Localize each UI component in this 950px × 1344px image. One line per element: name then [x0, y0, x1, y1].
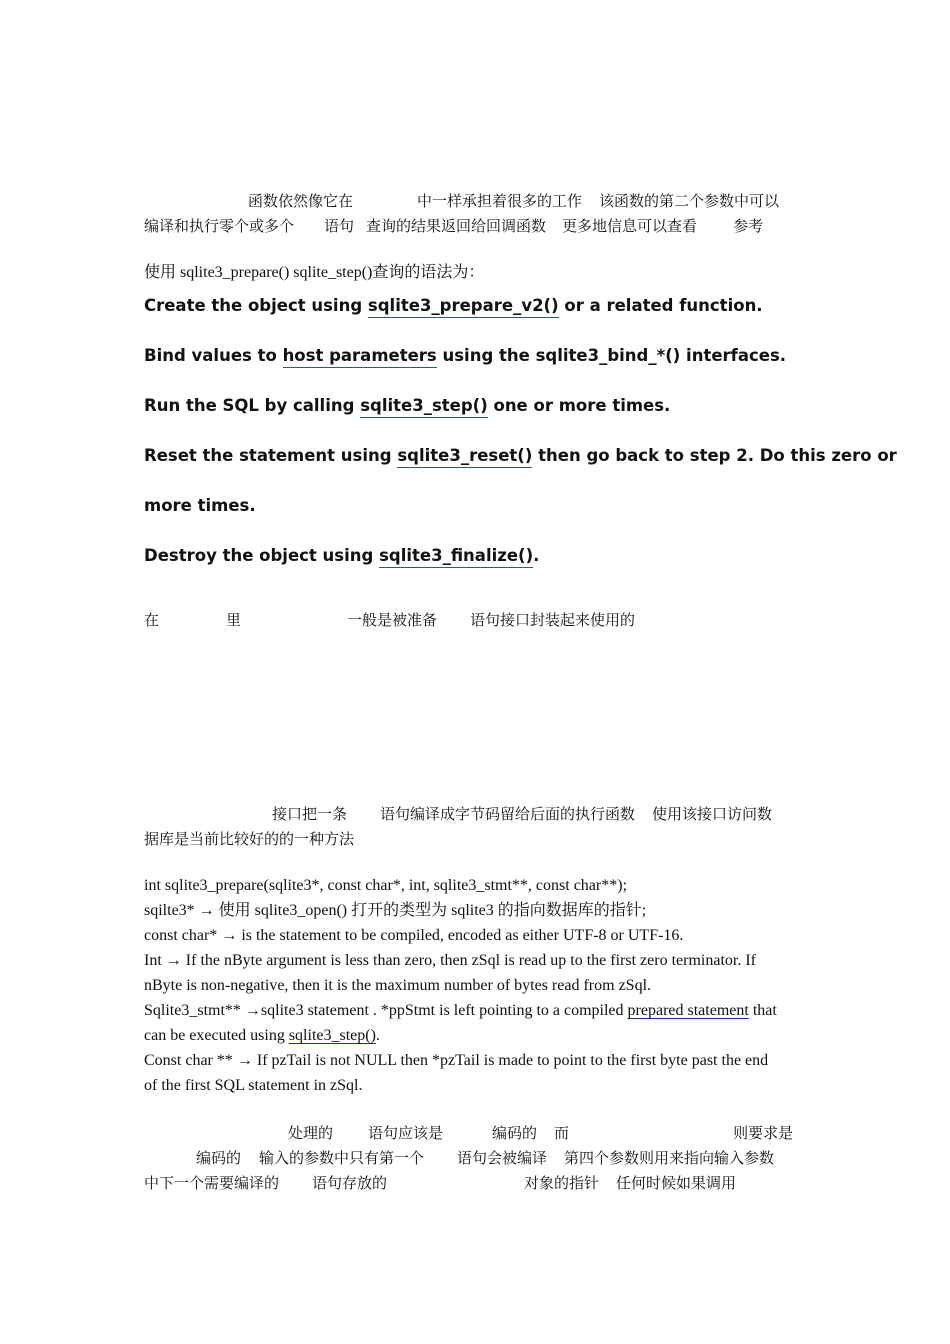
param-name: Sqlite3_stmt**: [144, 1002, 241, 1019]
step-reset-cont: [144, 495, 256, 517]
link-prepared-statement[interactable]: prepared statement: [627, 1002, 749, 1019]
para4-seg: 对象的指针: [524, 1174, 600, 1192]
step-text: Create the object using: [144, 296, 368, 315]
param-sqlite3: [144, 901, 646, 921]
param-desc: can be executed using: [144, 1027, 289, 1044]
para1-line2: [144, 216, 763, 236]
param-int-cont: nByte is non-negative, then it is the maximum number of bytes read from zSql.: [144, 977, 652, 994]
link-sqlite3-finalize[interactable]: sqlite3_finalize(): [379, 546, 533, 568]
para2: [144, 610, 635, 630]
para4-seg: 任何时候如果调用: [616, 1174, 737, 1192]
arrow-right-icon: →: [221, 927, 238, 944]
step-text: Bind values to: [144, 346, 283, 365]
para1-seg: 该函数的第二个参数中可以: [599, 192, 780, 210]
param-name: const char*: [144, 927, 218, 944]
step-text: one or more times.: [487, 396, 671, 415]
para3-line1: [272, 804, 772, 824]
param-name: Const char **: [144, 1052, 233, 1069]
param-tail: [144, 1051, 768, 1071]
param-desc: If pzTail is not NULL then *pzTail is made to point to the first byte past the end: [256, 1052, 769, 1069]
para4-line3: [144, 1173, 736, 1193]
step-destroy: [144, 545, 539, 567]
param-stmt: [144, 1001, 777, 1021]
para3-line2: 据库是当前比较好的的一种方法: [144, 830, 355, 848]
link-host-parameters[interactable]: host parameters: [283, 346, 437, 368]
para1-seg: 更多地信息可以查看: [562, 217, 698, 235]
param-stmt-cont: [144, 1026, 380, 1046]
usage-intro: 使用 sqlite3_prepare() sqlite_step()查询的语法为：: [144, 264, 485, 281]
link-sqlite3-step-ref[interactable]: sqlite3_step(): [288, 1027, 376, 1044]
step-bind: [144, 345, 786, 367]
para3-seg: 使用该接口访问数: [652, 805, 773, 823]
param-desc: 使用 sqlite3_open() 打开的类型为 sqlite3 的指向数据库的指针;: [218, 902, 647, 919]
step-text: Reset the statement using: [144, 446, 398, 465]
link-sqlite3-reset[interactable]: sqlite3_reset(): [397, 446, 532, 468]
param-tail-cont: of the first SQL statement in zSql.: [144, 1077, 363, 1094]
param-desc: sqlite3 statement . *ppStmt is left pointing to a compiled: [260, 1002, 628, 1019]
para4-line2: [196, 1148, 774, 1168]
param-desc: If the nByte argument is less than zero, then zSql is read up to the first zero terminator. If: [185, 952, 756, 969]
arrow-right-icon: →: [165, 952, 182, 969]
step-text: then go back to step 2. Do this zero or: [532, 446, 897, 465]
param-desc: is the statement to be compiled, encoded as either UTF-8 or UTF-16.: [241, 927, 684, 944]
param-name: sqilte3*: [144, 902, 195, 919]
step-text: .: [533, 546, 540, 565]
para2-seg: 在: [144, 611, 160, 629]
para4-seg: 第四个参数则用来指向输入参数: [564, 1149, 775, 1167]
arrow-right-icon: →: [244, 1002, 261, 1019]
link-sqlite3-step[interactable]: sqlite3_step(): [360, 396, 488, 418]
step-create: [144, 295, 763, 317]
para2-seg: 语句接口封装起来使用的: [470, 611, 636, 629]
step-text: using the sqlite3_bind_*() interfaces.: [436, 346, 787, 365]
para2-seg: 里: [226, 611, 242, 629]
link-sqlite3-prepare-v2[interactable]: sqlite3_prepare_v2(): [368, 296, 559, 318]
para1-seg: 语句: [324, 217, 355, 235]
step-text: or a related function.: [558, 296, 763, 315]
arrow-right-icon: →: [236, 1052, 253, 1069]
para4-seg: 中下一个需要编译的: [144, 1174, 280, 1192]
para4-seg: 输入的参数中只有第一个: [259, 1149, 425, 1167]
para4-line1: [288, 1123, 793, 1143]
para3-seg: 接口把一条: [272, 805, 348, 823]
para1-line1: [248, 191, 779, 211]
para4-seg: 编码的: [196, 1149, 242, 1167]
param-desc: that: [748, 1002, 777, 1019]
para4-seg: 编码的: [492, 1124, 538, 1142]
step-run: [144, 395, 670, 417]
param-name: Int: [144, 952, 162, 969]
step-text: Destroy the object using: [144, 546, 380, 565]
para3-seg: 语句编译成字节码留给后面的执行函数: [380, 805, 636, 823]
param-desc: .: [375, 1027, 380, 1044]
arrow-right-icon: →: [198, 902, 215, 919]
para1-seg: 参考: [733, 217, 764, 235]
para4-seg: 而: [554, 1124, 570, 1142]
para4-seg: 语句会被编译: [457, 1149, 548, 1167]
para2-seg: 一般是被准备: [347, 611, 438, 629]
param-int: [144, 951, 756, 971]
step-text: Run the SQL by calling: [144, 396, 361, 415]
para4-seg: 处理的: [288, 1124, 334, 1142]
function-signature: int sqlite3_prepare(sqlite3*, const char*, int, sqlite3_stmt**, const char**);: [144, 877, 628, 894]
para4-seg: 语句存放的: [312, 1174, 388, 1192]
param-const-char: [144, 926, 683, 946]
para1-seg: 查询的结果返回给回调函数: [366, 217, 547, 235]
para4-seg: 则要求是: [733, 1124, 794, 1142]
para1-seg: 中一样承担着很多的工作: [417, 192, 583, 210]
para4-seg: 语句应该是: [368, 1124, 444, 1142]
para1-seg: 函数依然像它在: [248, 192, 354, 210]
step-text: more times.: [144, 496, 256, 515]
step-reset: [144, 445, 897, 467]
para1-seg: 编译和执行零个或多个: [144, 217, 295, 235]
